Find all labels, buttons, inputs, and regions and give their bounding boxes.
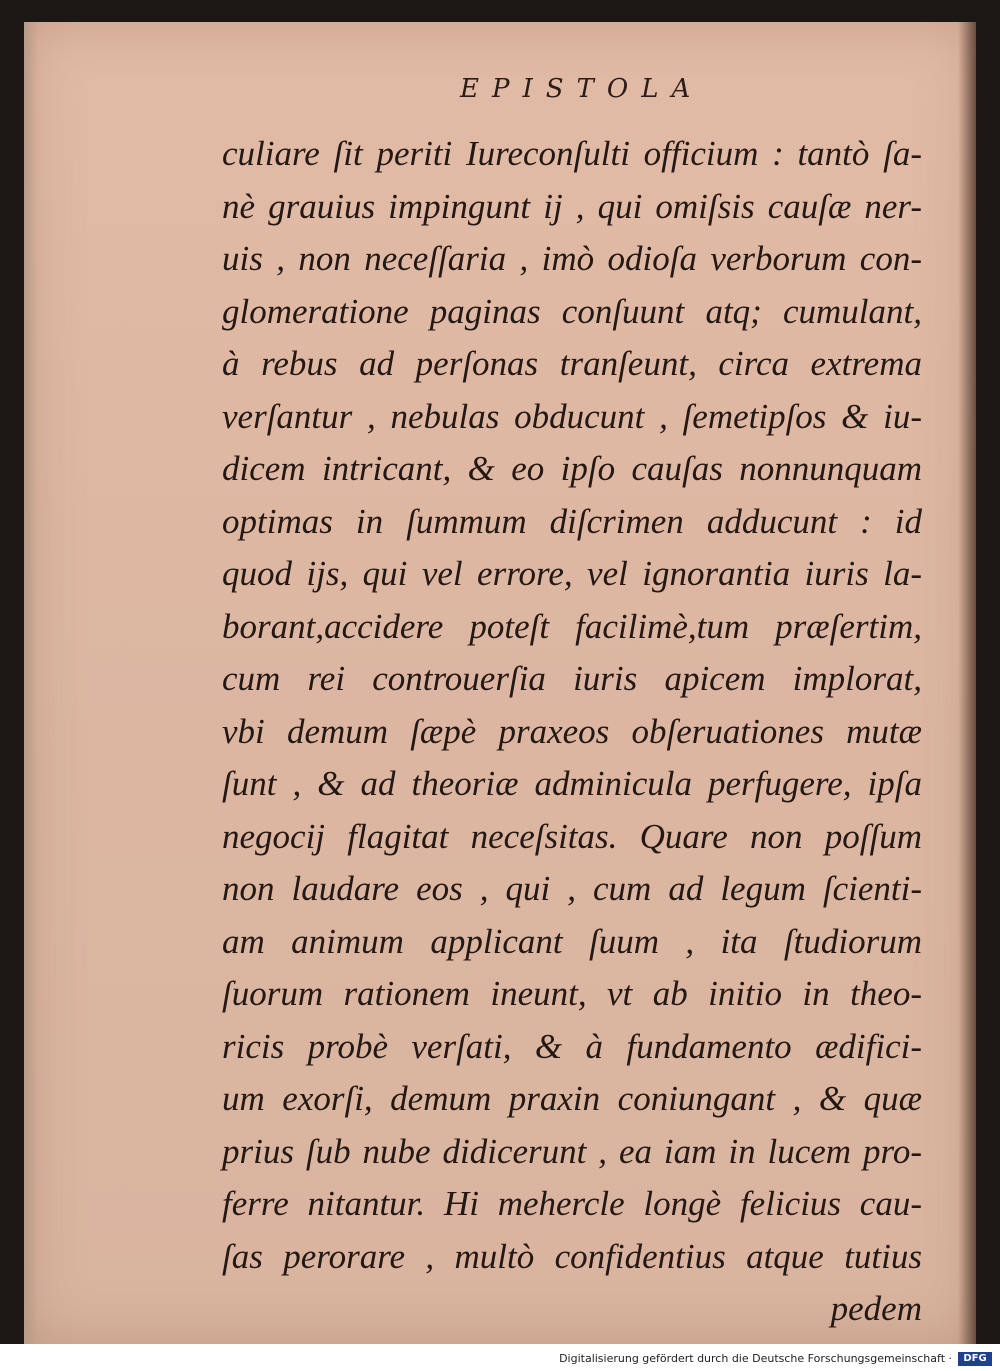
text-line: optimas in ſummum diſcrimen adducunt : id [222,501,922,541]
text-line: borant,accidere poteſt facilimè,tum præſertim, [222,606,922,646]
page-right-edge [958,22,976,1344]
text-line: dicem intricant, & eo ipſo cauſas nonnunquam [222,449,922,488]
text-line: ferre nitantur. Hi mehercle longè felicius cau- [222,1184,922,1223]
text-line: à rebus ad perſonas tranſeunt, circa extrema [222,344,922,383]
text-line: glomeratione paginas conſuunt atq; cumulant, [222,291,922,331]
running-head: EPISTOLA [460,74,704,104]
text-line: vbi demum ſæpè praxeos obſeruationes mutæ [222,711,922,751]
catchword: pedem [830,1289,922,1328]
text-line: negocij flagitat neceſsitas. Quare non poſſum [222,816,922,856]
text-line: ſunt , & ad theoriæ adminicula perfugere, ipſa [222,764,922,803]
text-line: non laudare eos , qui , cum ad legum ſcienti- [222,869,922,908]
text-line: prius ſub nube didicerunt , ea iam in lucem pro- [222,1131,922,1171]
page-left-edge [24,22,38,1344]
text-line: verſantur , nebulas obducunt , ſemetipſos & iu- [222,396,922,436]
text-block [222,128,922,1336]
text-line: quod ijs, qui vel errore, vel ignorantia iuris la- [222,554,922,593]
text-line: ſas perorare , multò confidentius atque tutius [222,1236,922,1276]
text-line: nè grauius impingunt ij , qui omiſsis cauſæ ner- [222,186,922,226]
dfg-logo[interactable]: DFG [958,1352,992,1366]
text-line: ricis probè verſati, & à fundamento ædifici- [222,1026,922,1066]
funding-note: Digitalisierung gefördert durch die Deutsche Forschungsgemeinschaft · [559,1352,952,1365]
footer-bar [0,1344,1000,1371]
text-line: cum rei controuerſia iuris apicem implorat, [222,659,922,698]
text-line: am animum applicant ſuum , ita ſtudiorum [222,921,922,961]
text-line: culiare ſit periti Iureconſulti officium : tantò ſa- [222,134,922,173]
text-line: um exorſi, demum praxin coniungant , & quæ [222,1079,922,1118]
text-line: uis , non neceſſaria , imò odioſa verborum con- [222,239,922,278]
text-line: ſuorum rationem ineunt, vt ab initio in theo- [222,974,922,1013]
